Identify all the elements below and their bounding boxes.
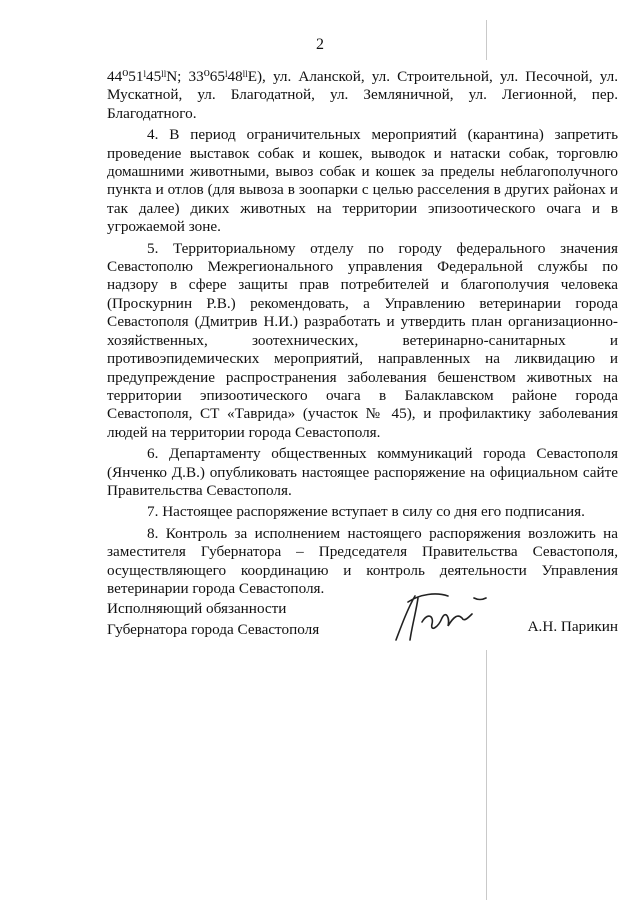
paragraph-6: 6. Департаменту общественных коммуникаций города Севастополя (Янченко Д.В.) опубликовать настоящее распоряжение на официальном сайте Правительства Севастополя.	[107, 445, 618, 499]
signatory-title-line-1: Исполняющий обязанности	[107, 600, 287, 617]
paragraph-8: 8. Контроль за исполнением настоящего распоряжения возложить на заместителя Губернатора – Председателя Правительства Севастополя, осуществляющего координацию и контроль деятельности Управления ветеринарии города Севастополя.	[107, 524, 618, 597]
signatory-title-line-2: Губернатора города Севастополя	[107, 621, 320, 638]
scan-artifact-line	[486, 20, 487, 60]
scan-artifact-line	[486, 650, 487, 900]
page-number: 2	[316, 36, 324, 53]
document-body	[107, 68, 618, 601]
signatory-title	[107, 598, 319, 640]
paragraph-4: 4. В период ограничительных мероприятий (карантина) запретить проведение выставок собак и кошек, выводок и натаски собак, торговлю домашними животными, вывоз собак и кошек за пределы неблагополучного пункта и отлов (для вывоза в зоопарки с целью расселения в других районах и так далее) диких животных на территории эпизоотического очага и в угрожаемой зоне.	[107, 126, 618, 236]
paragraph-coordinates-continuation: 44⁰51ˡ45ˡˡN; 33⁰65ˡ48ˡˡE), ул. Аланской, ул. Строительной, ул. Песочной, ул. Мускатной, ул. Благодатной, ул. Земляничной, ул. Легионной, пер. Благодатного.	[107, 68, 618, 122]
paragraph-5: 5. Территориальному отделу по городу федерального значения Севастополю Межрегионального управления Федеральной службы по надзору в сфере защиты прав потребителей и благополучия человека (Проскурнин Р.В.) рекомендовать, а Управлению ветеринарии города Севастополя (Дмитрив Н.И.) разработать и утвердить план организационно-хозяйственных, зоотехнических, ветеринарно-санитарных и противоэпидемических мероприятий, направленных на ликвидацию и предупреждение распространения заболевания бешенством животных на территории эпизоотического очага в Балаклавском районе города Севастополя, СТ «Таврида» (участок № 45), и профилактику заболевания людей на территории города Севастополя.	[107, 239, 618, 441]
signer-name: А.Н. Парикин	[527, 618, 618, 635]
paragraph-7: 7. Настоящее распоряжение вступает в силу со дня его подписания.	[147, 503, 585, 521]
handwritten-signature	[388, 588, 503, 648]
